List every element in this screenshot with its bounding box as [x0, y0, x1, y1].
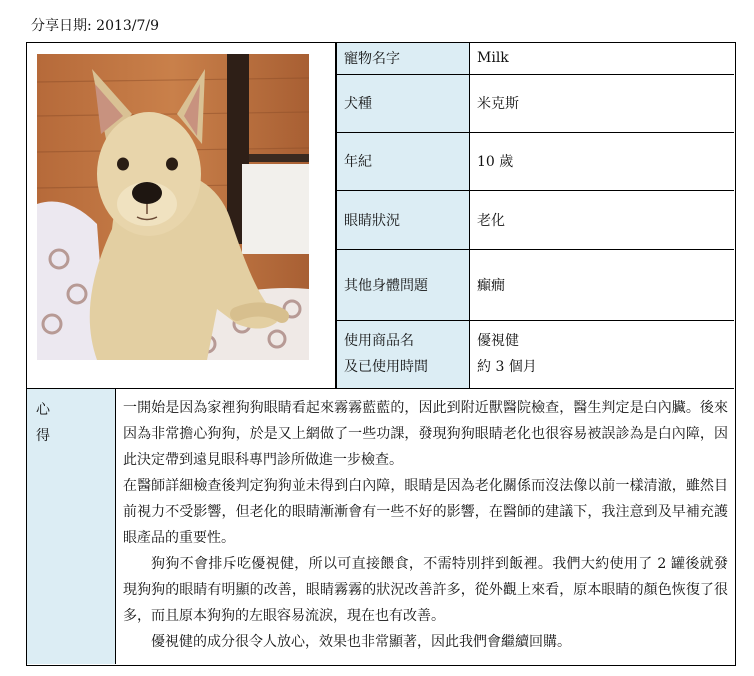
pet-info-table	[336, 43, 734, 388]
label-breed: 犬種	[337, 74, 470, 132]
dog-photo	[37, 54, 309, 360]
label-usage-time: 及已使用時間	[344, 359, 428, 375]
notes-paragraph: 優視健的成分很令人放心，效果也非常顯著，因此我們會繼續回購。	[151, 634, 571, 650]
notes-paragraph: 狗狗不會排斥吃優視健，所以可直接餵食，不需特別拌到飯裡。我們大約使用了 2 罐後就發現狗狗的眼睛有明顯的改善，眼睛霧霧的狀況改善許多，從外觀上來看，原本眼睛的顏色恢復了很多，而且原本狗狗的左眼容易流淚，現在也有改善。	[123, 556, 728, 624]
share-date: 分享日期: 2013/7/9	[31, 18, 160, 34]
notes-label-char-2: 得	[36, 428, 50, 444]
notes-body	[123, 395, 728, 655]
label-eye-condition: 眼睛狀況	[337, 190, 470, 249]
label-other-health-issues: 其他身體問題	[337, 249, 470, 320]
label-product-usage	[337, 320, 470, 388]
value-age: 10 歲	[470, 132, 735, 190]
value-product-name: 優視健	[477, 333, 519, 349]
testimonial-form	[26, 42, 736, 666]
notes-section	[27, 388, 734, 664]
notes-label-char-1: 心	[36, 402, 50, 418]
photo-cell	[27, 43, 336, 388]
label-product-name: 使用商品名	[344, 333, 414, 349]
notes-label	[27, 389, 116, 664]
value-product-usage	[470, 320, 735, 388]
value-other-health-issues: 癲癇	[470, 249, 735, 320]
value-breed: 米克斯	[470, 74, 735, 132]
value-usage-time: 約 3 個月	[477, 359, 537, 375]
notes-paragraph: 在醫師詳細檢查後判定狗狗並未得到白內障，眼睛是因為老化關係而沒法像以前一樣清澈，雖然目前視力不受影響，但老化的眼睛漸漸會有一些不好的影響，在醫師的建議下，我注意到及早補充護眼產品的重要性。	[123, 478, 728, 546]
value-pet-name: Milk	[470, 43, 735, 74]
notes-paragraph: 一開始是因為家裡狗狗眼睛看起來霧霧藍藍的，因此到附近獸醫院檢查，醫生判定是白內臟。後來因為非常擔心狗狗，於是又上網做了一些功課，發現狗狗眼睛老化也很容易被誤診為是白內障，因此決定帶到遠見眼科專門診所做進一步檢查。	[123, 400, 728, 468]
label-pet-name: 寵物名字	[337, 43, 470, 74]
value-eye-condition: 老化	[470, 190, 735, 249]
label-age: 年紀	[337, 132, 470, 190]
